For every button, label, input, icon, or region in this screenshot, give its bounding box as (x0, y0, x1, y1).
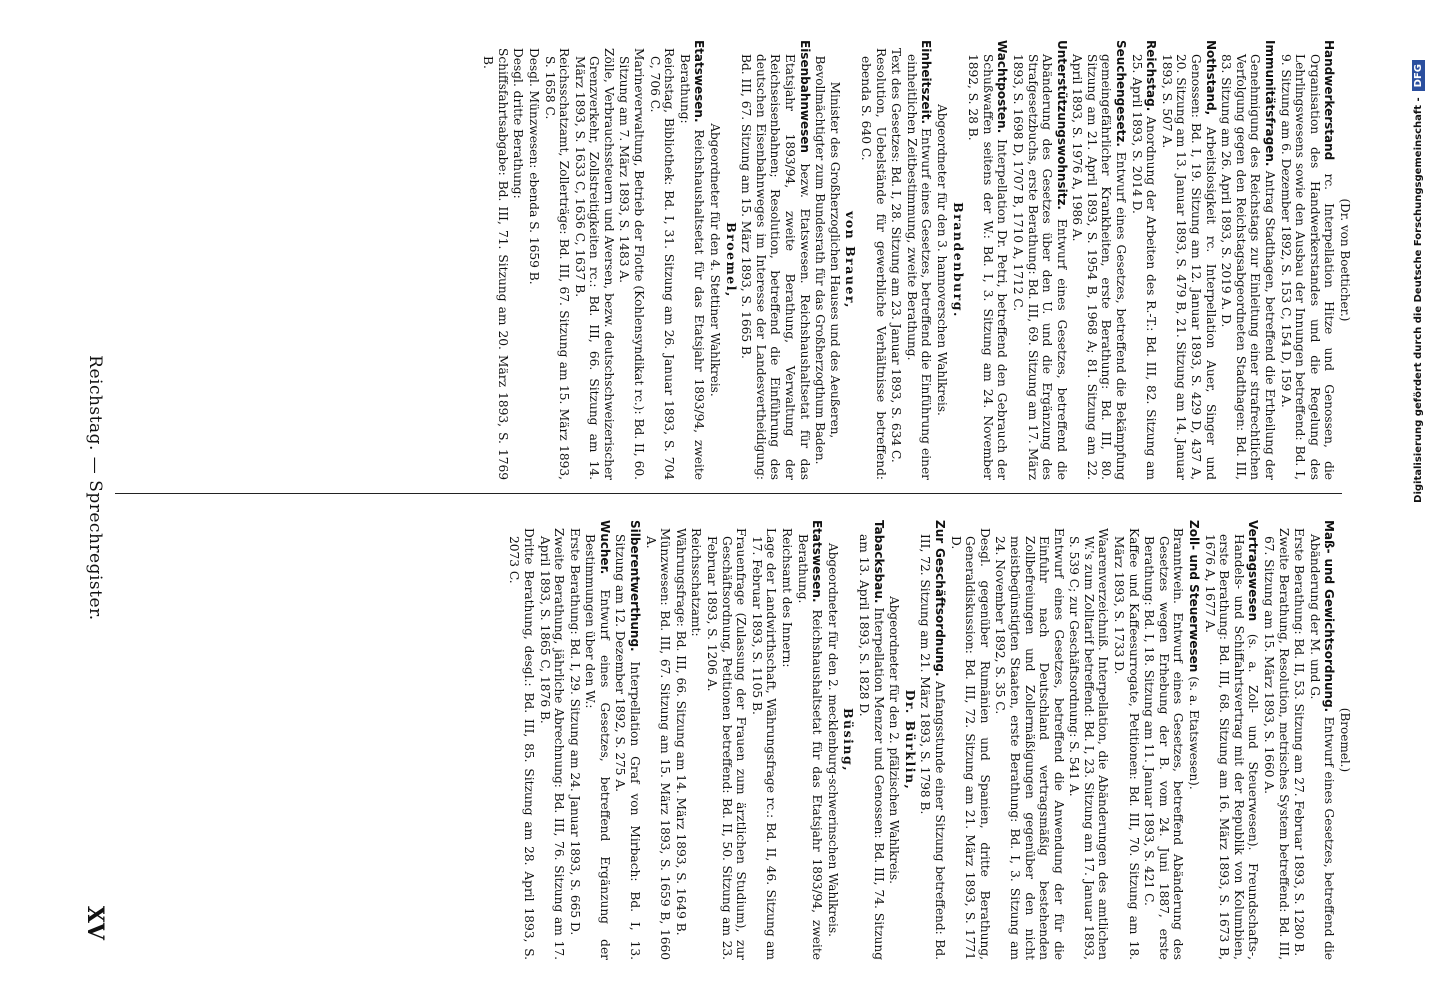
sub-entry: Zölle, Verbrauchssteuern und Aversen, bezw. deutschschweizerischer Grenzverkehr, Zollstreitigkeiten rc.: Bd. III, 66. Sitzung am 14. März 1893, S. 1633 C, 1636 C, 1637 B. (572, 48, 616, 480)
entry-keyword: Etatswesen. (692, 40, 707, 123)
sub-entry: Erste Berathung: Bd. II, 53. Sitzung am 27. Februar 1893, S. 1280 B. (1292, 528, 1307, 957)
entry-text: Reichshaushaltsetat für das Etatsjahr 1893/94, zweite Berathung: (677, 54, 707, 480)
entry-keyword: Seuchengesetz. (1114, 40, 1129, 147)
index-entry (613, 520, 642, 960)
index-entry (1307, 520, 1336, 960)
entry-text: rc. Interpellation Hitze und Genossen, die Organisation des Handwerkerstandes und die Regelung des Lehrlingswesens sowie den Ausbau der Innungen betreffend: Bd. I, 9. Sitzung am 6. Dezember 1892, S. 153 C, 154 D, 159 A. (1278, 54, 1337, 480)
index-entry (1186, 520, 1201, 960)
index-entry (1278, 40, 1336, 480)
index-entry (966, 40, 1010, 480)
speaker-constituency: Abgeordneter für den 4. Stettiner Wahlkreis. (708, 123, 723, 397)
continued-speaker: (Dr. von Boetticher.) (1338, 198, 1352, 322)
sub-entry: Desgl. dritte Berathung: (511, 48, 526, 199)
sub-entry: Lage der Landwirthschaft, Währungsfrage rc.: Bd. II, 46. Sitzung am 17. Februar 1893, S. 1105 B. (749, 528, 779, 960)
entry-keyword: Wucher. (597, 520, 612, 575)
sub-entry: Erste Berathung: Bd. I, 29. Sitzung am 24. Januar 1893, S. 665 D. (567, 528, 582, 936)
running-title: Reichstag. — Sprechregister. (85, 355, 105, 621)
speaker-office: Minister des Großherzoglichen Hauses und des Aeußeren, Bevollmächtigter zum Bundesrath für das Großherzogthum Baden. (813, 55, 842, 465)
index-entry (677, 40, 706, 480)
entry-keyword: Maß- und Gewichtsordnung. (1322, 520, 1337, 713)
sub-entry: Münzwesen: Bd. III, 67. Sitzung am 15. März 1893, S. 1659 B, 1660 A. (643, 528, 673, 960)
entry-keyword: Einheitszeit. (919, 40, 934, 125)
index-entry (1129, 40, 1158, 480)
index-entry (1202, 520, 1260, 960)
sub-entry: Waarenverzeichniß. Interpellation, die Abänderungen des amtlichen W.'s zum Zolltarif betreffend: Bd. I, 23. Sitzung am 17. Januar 1893, S. 539 C; zur Geschäftsordnung: S. 541 A. (1067, 528, 1111, 960)
speaker-constituency: Abgeordneter für den 3. hannoverschen Wahlkreis. (934, 104, 949, 416)
entry-text: Interpellation Graf von Mirbach: Bd. I, 13. Sitzung am 12. Dezember 1892, S. 275 A. (613, 534, 643, 960)
entry-text: Interpellation Menzer und Genossen: Bd. III, 74. Sitzung am 13. April 1893, S. 1828 D. (857, 534, 886, 960)
entry-text: Reichshaushaltsetat für das Etatsjahr 1893/94, zweite Berathung. (795, 534, 825, 960)
column-divider (115, 493, 1342, 494)
entry-text: bezw. Etatswesen. Reichshaushaltsetat für das Etatsjahr 1893/94, zweite Berathung, Verwaltung der Reichseisenbahnen; Resolution, betreffend die Einführung des deutschen Eisenbahnweges im Interesse der Landesvertheidigung: Bd. III, 67. Sitzung am 15. März 1893, S. 1665 B. (739, 54, 812, 480)
speaker-name: von Brauer, (843, 211, 859, 309)
dfg-logo: DFG (1412, 60, 1425, 91)
entry-keyword: Unterstützungswohnsitz. (1054, 40, 1069, 210)
index-entry (1159, 40, 1217, 480)
entry-text: Arbeitslosigkeit rc. Interpellation Auer, Singer und Genossen: Bd. I, 19. Sitzung am 12. Januar 1893, S. 429 D, 437 A, 20. Sitzung am 13. Januar 1893, S. 479 B, 21. Sitzung am 14. Januar 1893, S. 507 A. (1159, 54, 1218, 480)
index-entry (1070, 40, 1128, 480)
index-entry (795, 520, 824, 960)
index-entry (1010, 40, 1068, 480)
entry-text: Anordnung der Arbeiten des R.-T.: Bd. III, 82. Sitzung am 25. April 1893, S. 2014 D. (1129, 54, 1159, 480)
entry-text: Entwurf eines Gesetzes, betreffend die Abänderung der M. und G. (1307, 534, 1337, 960)
index-entry (583, 520, 612, 960)
speaker-constituency: Abgeordneter für den 2. mecklenburg-schwerinschen Wahlkreis. (825, 543, 840, 937)
page-header (80, 70, 110, 940)
sub-entry: Reichsschatzamt: (689, 528, 704, 637)
entry-text: Entwurf eines Gesetzes, betreffend die Einführung einer einheitlichen Zeitbestimmung, zweite Berathung. (904, 54, 934, 480)
sub-entry: Kaffee und Kaffeesurrogate, Petitionen: Bd. III, 70. Sitzung am 18. März 1893, S. 1733 D. (1112, 528, 1141, 960)
entry-keyword: Zoll- und Steuerwesen (1187, 520, 1202, 673)
entry-keyword: Silberentwerthung. (628, 520, 643, 652)
index-entry (904, 40, 933, 480)
sub-entry: Text des Gesetzes: Bd. I, 28. Sitzung am 23. Januar 1893, S. 634 C. (889, 48, 904, 463)
sub-entry: Reichsschatzamt, Zollerträge: Bd. III, 67. Sitzung am 15. März 1893, S. 1658 C. (542, 48, 572, 480)
sub-entry: Desgl. gegenüber Rumänien und Spanien, dritte Berathung, Generaldiskussion: Bd. III, 72. Sitzung am 21. März 1893, S. 1771 D. (948, 528, 992, 960)
credit-text: Digitalisierung gefördert durch die Deutsche Forschungsgemeinschaft - (1412, 97, 1424, 503)
entry-keyword: Nothstand, (1203, 40, 1218, 116)
sub-entry: Schiffsfahrtsabgabe: Bd. III, 71. Sitzung am 20. März 1893, S. 1769 B. (481, 48, 510, 480)
entry-keyword: Handwerkerstand (1322, 40, 1337, 161)
speaker-name: Brandenburg. (950, 202, 966, 318)
sub-entry: Branntwein. Entwurf eines Gesetzes, betreffend Abänderung des Gesetzes wegen Erhebung der B. vom 24. Juni 1887, erste Berathung: Bd. I, 18. Sitzung am 11. Januar 1893, S. 421 C. (1142, 528, 1186, 960)
entry-keyword: Immunitätsfragen. (1263, 40, 1278, 167)
digitization-credit (1405, 60, 1431, 960)
sub-entry: Dritte Berathung, desgl.: Bd. III, 85. Sitzung am 28. April 1893, S. 2073 C. (507, 528, 536, 960)
index-entry (739, 40, 812, 480)
index-entry (856, 520, 885, 960)
entry-text: Interpellation Dr. Petri, betreffend den Gebrauch der Schußwaffen seitens der W.: Bd. I, 3. Sitzung am 24. November 1892, S. 28 B. (966, 54, 1010, 480)
entry-keyword: Vertragswesen (1246, 520, 1261, 622)
entry-keyword: Tabacksbau. (871, 520, 886, 604)
entry-text: (s. a. Etatswesen). (1187, 676, 1202, 790)
index-entry (1219, 40, 1277, 480)
sub-entry: Marineverwaltung, Betrieb der Flotte (Kohlensyndikat rc.): Bd. II, 60. Sitzung am 7. März 1893, S. 1483 A. (617, 48, 647, 480)
entry-keyword: Reichstag. (1144, 40, 1159, 112)
entry-keyword: Wachtposten. (995, 40, 1010, 134)
entry-text: Anfangsstunde einer Sitzung betreffend: Bd. III, 72. Sitzung am 21. März 1893, S. 1798 B. (918, 534, 947, 960)
entry-text: (s. a. Zoll- und Steuerwesen). Freundschafts-, Handels- und Schiffahrtsvertrag mit der Republik von Kolumbien, erste Berathung: Bd. III, 68. Sitzung am 16. März 1893, S. 1673 B, 1676 A, 1677 A. (1202, 534, 1261, 960)
entry-text: Entwurf eines Gesetzes, betreffend Ergänzung der Bestimmungen über den W.: (583, 534, 612, 960)
right-column (120, 520, 1352, 960)
sub-entry: Reichstag, Bibliothek: Bd. I, 31. Sitzung am 26. Januar 1893, S. 704 C, 706 C. (647, 48, 677, 480)
left-column (120, 40, 1352, 480)
speaker-name: Broemel, (723, 222, 739, 298)
entry-text: Entwurf eines Gesetzes, betreffend die Abänderung des Gesetzes über den U. und die Ergänzung des Strafgesetzbuchs, erste Berathung: Bd. III, 69. Sitzung am 17. März 1893, S. 1698 D, 1707 B, 1710 A, 1712 C. (1010, 54, 1069, 480)
speaker-constituency: Abgeordneter für den 2. pfälzischen Wahlkreis. (887, 596, 902, 884)
speaker-name: Büsing, (841, 707, 857, 773)
entry-keyword: Eisenbahnwesen (797, 40, 812, 153)
entry-text: Entwurf eines Gesetzes, betreffend die Bekämpfung gemeingefährlicher Krankheiten, erste Berathung: Bd. III, 80. Sitzung am 21. April 1893, S. 1954 B, 1968 A; 81. Sitzung am 22. April 1893, S. 1976 A, 1986 A. (1070, 54, 1129, 480)
sub-entry: Währungsfrage: Bd. III, 66. Sitzung am 14. März 1893, S. 1649 B. (673, 528, 688, 936)
sub-entry: Zweite Berathung, Resolution, metrisches System betreffend: Bd. III, 67. Sitzung am 15. März 1893, S. 1660 A. (1262, 528, 1291, 960)
entry-keyword: Etatswesen. (810, 520, 825, 603)
continued-speaker: (Broemel.) (1338, 707, 1352, 773)
page-number: XV (82, 905, 108, 940)
entry-keyword: Zur Geschäftsordnung. (932, 520, 947, 677)
index-entry (918, 520, 947, 960)
sub-entry: Resolution, Uebelstände für gewerbliche Verhältnisse betreffend: ebenda S. 640 C. (859, 48, 888, 480)
sub-entry: Entwurf eines Gesetzes, betreffend die Anwendung der für die Einfuhr nach Deutschland vertragsmäßig bestehenden Zollbefreiungen und Zollermäßigungen gegenüber den nicht meistbegünstigten Staaten, erste Berathung: Bd. I, 3. Sitzung am 24. November 1892, S. 35 C. (993, 528, 1066, 960)
entry-text: Antrag Stadthagen, betreffend die Ertheilung der Genehmigung des Reichstags zur Einleitung einer strafrechtlichen Verfolgung gegen den Reichstagsabgeordneten Stadthagen: Bd. III, 83. Sitzung am 26. April 1893, S. 2019 A. D. (1219, 54, 1278, 480)
credit-line (1405, 60, 1431, 960)
speaker-name: Dr. Bürklin, (902, 689, 918, 791)
sub-entry: Desgl. Münzwesen: ebenda S. 1659 B. (526, 48, 541, 285)
sub-entry: Reichsamt des Innern: (780, 528, 795, 668)
sub-entry: Frauenfrage (Zulassung der Frauen zum ärztlichen Studium), zur Geschäftsordnung, Petitionen betreffend: Bd. II, 50. Sitzung am 23. Februar 1893, S. 1206 A. (705, 528, 749, 960)
sub-entry: Zweite Berathung, jährliche Abrechnung: Bd. III, 76. Sitzung am 17. April 1893, S. 1865 C, 1876 B. (537, 528, 567, 960)
